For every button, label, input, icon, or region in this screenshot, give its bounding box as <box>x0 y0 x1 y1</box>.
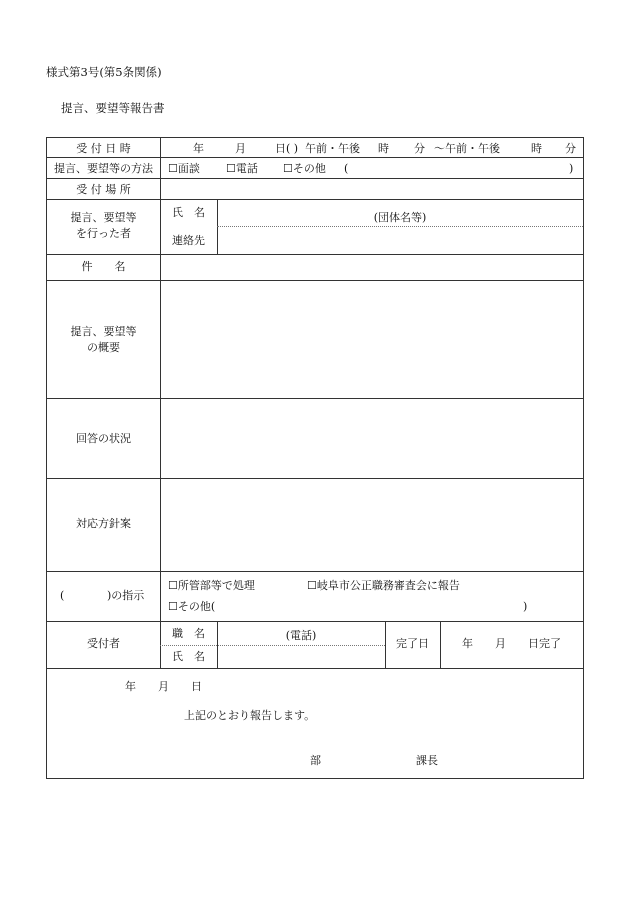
row-divider <box>47 668 583 669</box>
ampm-to: 午前・午後 <box>445 142 500 155</box>
method-label: 提言、要望等の方法 <box>54 162 153 175</box>
response-status-label: 回答の状況 <box>76 432 131 445</box>
row-divider <box>47 254 583 255</box>
reception-datetime-label: 受 付 日 時 <box>76 142 131 155</box>
dotted-separator <box>160 645 385 646</box>
instruction-other-checkbox[interactable]: ☐その他( <box>168 600 216 613</box>
completion-date-label: 完了日 <box>396 637 429 650</box>
row-divider <box>47 478 583 479</box>
summary-label-line1: 提言、要望等 <box>70 325 137 338</box>
subject-label: 件 名 <box>81 260 126 273</box>
method-other-paren-open: ( <box>344 162 349 175</box>
day-label: 日( ) <box>275 142 299 155</box>
instruction-committee-checkbox[interactable]: ☐岐阜市公正職務審査会に報告 <box>307 579 460 592</box>
row-divider <box>47 398 583 399</box>
row-divider <box>47 157 583 158</box>
instruction-other-paren-close: ) <box>523 600 528 613</box>
completion-date-value: 年 月 日完了 <box>462 637 561 650</box>
year-label: 年 <box>193 142 204 155</box>
proposer-contact-label: 連絡先 <box>172 234 205 247</box>
row-divider <box>47 178 583 179</box>
time-range-tilde: ～ <box>434 142 445 155</box>
report-form-table <box>46 137 584 779</box>
proposer-name-label: 氏 名 <box>172 206 205 219</box>
form-number: 様式第3号(第5条関係) <box>46 65 162 79</box>
receiver-phone-note: (電話) <box>285 629 317 642</box>
receiver-name-label: 氏 名 <box>172 650 205 663</box>
row-divider <box>47 280 583 281</box>
month-label: 月 <box>235 142 246 155</box>
hour-to-label: 時 <box>531 142 542 155</box>
document-title: 提言、要望等報告書 <box>61 101 165 115</box>
instruction-label: )の指示 <box>107 589 145 602</box>
minute-from-label: 分 <box>414 142 425 155</box>
department-label: 部 <box>310 754 321 767</box>
row-divider <box>47 199 583 200</box>
report-statement: 上記のとおり報告します。 <box>184 709 316 722</box>
section-chief-label: 課長 <box>416 754 438 767</box>
instruction-paren-open: ( <box>60 589 65 602</box>
receiver-position-label: 職 名 <box>172 627 205 640</box>
row-divider <box>47 621 583 622</box>
proposer-label-line1: 提言、要望等 <box>70 211 137 224</box>
instruction-dept-checkbox[interactable]: ☐所管部等で処理 <box>168 579 255 592</box>
ampm-from: 午前・午後 <box>305 142 360 155</box>
policy-label: 対応方針案 <box>76 517 131 530</box>
method-phone-checkbox[interactable]: ☐電話 <box>226 162 258 175</box>
hour-from-label: 時 <box>378 142 389 155</box>
receiver-label: 受付者 <box>87 637 120 650</box>
method-other-checkbox[interactable]: ☐その他 <box>283 162 326 175</box>
dotted-separator <box>217 226 583 227</box>
reception-place-label: 受 付 場 所 <box>76 183 131 196</box>
method-other-paren-close: ) <box>569 162 574 175</box>
report-date: 年 月 日 <box>125 680 202 693</box>
summary-label-line2: の概要 <box>87 341 120 354</box>
group-name-note: (団体名等) <box>373 211 427 224</box>
method-interview-checkbox[interactable]: ☐面談 <box>168 162 200 175</box>
row-divider <box>47 571 583 572</box>
minute-to-label: 分 <box>565 142 576 155</box>
proposer-label-line2: を行った者 <box>76 227 131 240</box>
